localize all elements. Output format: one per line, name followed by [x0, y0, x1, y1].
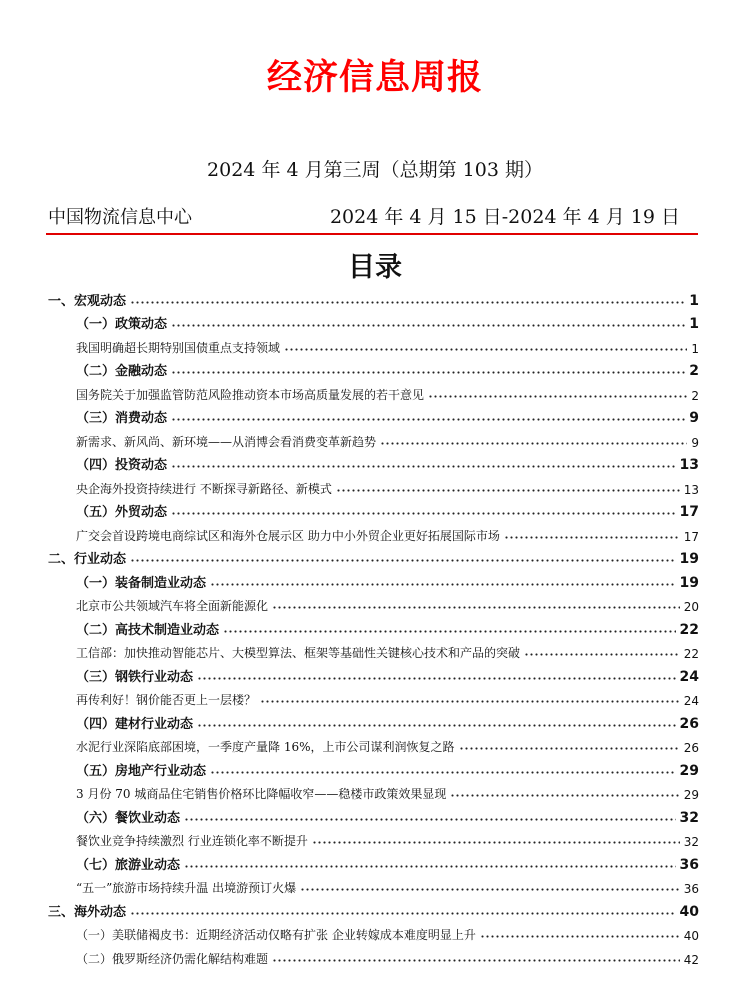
toc-entry-title: 央企海外投资持续进行 不断探寻新路径、新模式: [76, 481, 332, 496]
toc-entry-title: 水泥行业深陷底部困境，一季度产量降 16%，上市公司谋利润恢复之路: [76, 740, 455, 754]
toc-entry-page-number: 42: [683, 952, 699, 967]
toc-title: 目录: [348, 252, 402, 283]
toc-entry-page-number: 22: [683, 647, 699, 661]
toc-entry-title: 一、宏观动态: [48, 293, 127, 309]
toc-entry-page-number: 26: [679, 715, 699, 732]
dot-leader: [184, 818, 676, 821]
toc-article-entry[interactable]: [46, 332, 699, 356]
dot-leader: [223, 630, 676, 633]
toc-subsection-entry[interactable]: [46, 356, 699, 380]
toc-entry-title: （三）消费动态: [76, 411, 168, 426]
toc-entry-title: （一）政策动态: [76, 317, 168, 332]
toc-entry-title: （四）投资动态: [76, 458, 168, 473]
toc-entry-page-number: 13: [679, 457, 699, 473]
toc-article-entry[interactable]: [46, 873, 699, 897]
toc-subsection-entry[interactable]: [46, 309, 699, 333]
dot-leader: [210, 583, 676, 586]
toc-subsection-entry[interactable]: [46, 497, 699, 521]
dot-leader: [171, 371, 685, 374]
issue-line: 2024 年 4 月第三周（总期第 103 期）: [207, 159, 543, 181]
toc-entry-page-number: 32: [683, 835, 699, 849]
dot-leader: [130, 912, 676, 915]
dot-leader: [284, 348, 687, 351]
toc-subsection-entry[interactable]: [46, 567, 699, 591]
toc-article-entry[interactable]: [46, 826, 699, 850]
toc-subsection-entry[interactable]: [46, 450, 699, 474]
toc-article-entry[interactable]: [46, 520, 699, 544]
toc-entry-title: （五）房地产行业动态: [76, 763, 207, 779]
toc-section-entry[interactable]: [46, 285, 699, 309]
toc-article-entry[interactable]: [46, 473, 699, 497]
dot-leader: [171, 465, 676, 468]
dot-leader: [210, 771, 676, 774]
toc-entry-page-number: 19: [679, 551, 699, 567]
toc-entry-page-number: 32: [679, 809, 699, 826]
toc-entry-page-number: 9: [691, 435, 699, 450]
dot-leader: [272, 606, 680, 609]
toc-entry-title: 广交会首设跨境电商综试区和海外仓展示区 助力中小外贸企业更好拓展国际市场: [76, 528, 500, 543]
toc-entry-page-number: 17: [679, 504, 699, 520]
toc-entry-title: （一）美联储褐皮书：近期经济活动仅略有扩张 企业转嫁成本难度明显上升: [76, 928, 476, 942]
toc-entry-title: 餐饮业竞争持续激烈 行业连锁化率不断提升: [76, 834, 308, 848]
toc-entry-page-number: 19: [679, 574, 699, 591]
dot-leader: [272, 959, 680, 962]
dot-leader: [428, 395, 687, 398]
toc-subsection-entry[interactable]: [46, 403, 699, 427]
dot-leader: [130, 559, 676, 562]
dot-leader: [300, 888, 680, 891]
dot-leader: [197, 677, 676, 680]
dot-leader: [480, 935, 680, 938]
toc-entry-title: 三、海外动态: [48, 904, 127, 920]
toc-entry-page-number: 22: [679, 621, 699, 638]
toc-entry-title: 3 月份 70 城商品住宅销售价格环比降幅收窄——稳楼市政策效果显现: [76, 787, 447, 801]
toc-entry-title: 北京市公共领域汽车将全面新能源化: [76, 599, 269, 613]
toc-entry-title: （二）俄罗斯经济仍需化解结构难题: [76, 951, 269, 966]
toc-subsection-entry[interactable]: [46, 708, 699, 732]
toc-entry-title: 国务院关于加强监管防范风险推动资本市场高质量发展的若干意见: [76, 387, 425, 402]
toc-subsection-entry[interactable]: [46, 661, 699, 685]
dot-leader: [312, 841, 680, 844]
toc-entry-title: （四）建材行业动态: [76, 716, 194, 732]
toc-article-entry[interactable]: [46, 732, 699, 756]
toc-section-entry[interactable]: [46, 544, 699, 568]
toc-subsection-entry[interactable]: [46, 802, 699, 826]
toc-entry-title: 新需求、新风尚、新环境——从消博会看消费变革新趋势: [76, 434, 377, 449]
toc-article-entry[interactable]: [46, 591, 699, 615]
toc-entry-page-number: 40: [679, 903, 699, 920]
toc-entry-page-number: 17: [683, 529, 699, 544]
toc-entry-page-number: 13: [683, 482, 699, 497]
date-range: 2024 年 4 月 15 日-2024 年 4 月 19 日: [329, 206, 680, 228]
dot-leader: [260, 700, 680, 703]
toc-entry-page-number: 40: [683, 929, 699, 943]
dot-leader: [171, 418, 685, 421]
dot-leader: [197, 724, 676, 727]
toc-entry-title: （三）钢铁行业动态: [76, 669, 194, 685]
toc-entry-page-number: 29: [679, 762, 699, 779]
publisher-date-bar: [46, 203, 698, 235]
toc-article-entry[interactable]: [46, 920, 699, 944]
toc-entry-title: 二、行业动态: [48, 552, 127, 567]
toc-entry-page-number: 24: [683, 694, 699, 708]
dot-leader: [524, 653, 680, 656]
toc-entry-title: （一）装备制造业动态: [76, 575, 207, 591]
toc-article-entry[interactable]: [46, 685, 699, 709]
toc-article-entry[interactable]: [46, 943, 699, 967]
toc-subsection-entry[interactable]: [46, 849, 699, 873]
toc-entry-page-number: 24: [679, 668, 699, 685]
report-masthead: 经济信息周报: [266, 58, 483, 98]
toc-entry-page-number: 20: [683, 600, 699, 614]
toc-article-entry[interactable]: [46, 426, 699, 450]
publisher-name: 中国物流信息中心: [48, 207, 192, 228]
dot-leader: [450, 794, 679, 797]
toc-entry-title: （五）外贸动态: [76, 505, 168, 520]
dot-leader: [184, 865, 676, 868]
toc-entry-page-number: 36: [683, 882, 699, 896]
toc-entry-page-number: 1: [689, 292, 699, 309]
toc-entry-title: （二）高技术制造业动态: [76, 622, 220, 638]
dot-leader: [171, 324, 685, 327]
toc-article-entry[interactable]: [46, 379, 699, 403]
toc-article-entry[interactable]: [46, 638, 699, 662]
dot-leader: [130, 301, 685, 304]
toc-entry-page-number: 2: [689, 363, 699, 379]
table-of-contents: [46, 285, 699, 967]
dot-leader: [504, 536, 680, 539]
toc-entry-title: 工信部：加快推动智能芯片、大模型算法、框架等基础性关键核心技术和产品的突破: [76, 646, 521, 660]
dot-leader: [171, 512, 676, 515]
toc-entry-page-number: 29: [683, 788, 699, 802]
dot-leader: [380, 442, 687, 445]
toc-entry-page-number: 26: [683, 741, 699, 755]
dot-leader: [459, 747, 680, 750]
toc-entry-page-number: 9: [689, 410, 699, 426]
toc-entry-title: 我国明确超长期特别国债重点支持领域: [76, 340, 281, 355]
toc-entry-page-number: 2: [691, 388, 699, 403]
toc-entry-page-number: 1: [691, 341, 699, 356]
toc-subsection-entry[interactable]: [46, 755, 699, 779]
toc-entry-title: （六）餐饮业动态: [76, 810, 181, 826]
toc-entry-page-number: 36: [679, 856, 699, 873]
toc-entry-title: （二）金融动态: [76, 364, 168, 379]
toc-entry-title: 再传利好！钢价能否更上一层楼？: [76, 693, 257, 707]
toc-section-entry[interactable]: [46, 896, 699, 920]
toc-entry-page-number: 1: [689, 316, 699, 332]
toc-article-entry[interactable]: [46, 779, 699, 803]
toc-entry-title: “五一”旅游市场持续升温 出境游预订火爆: [76, 881, 297, 895]
toc-subsection-entry[interactable]: [46, 614, 699, 638]
toc-entry-title: （七）旅游业动态: [76, 857, 181, 873]
dot-leader: [336, 489, 680, 492]
